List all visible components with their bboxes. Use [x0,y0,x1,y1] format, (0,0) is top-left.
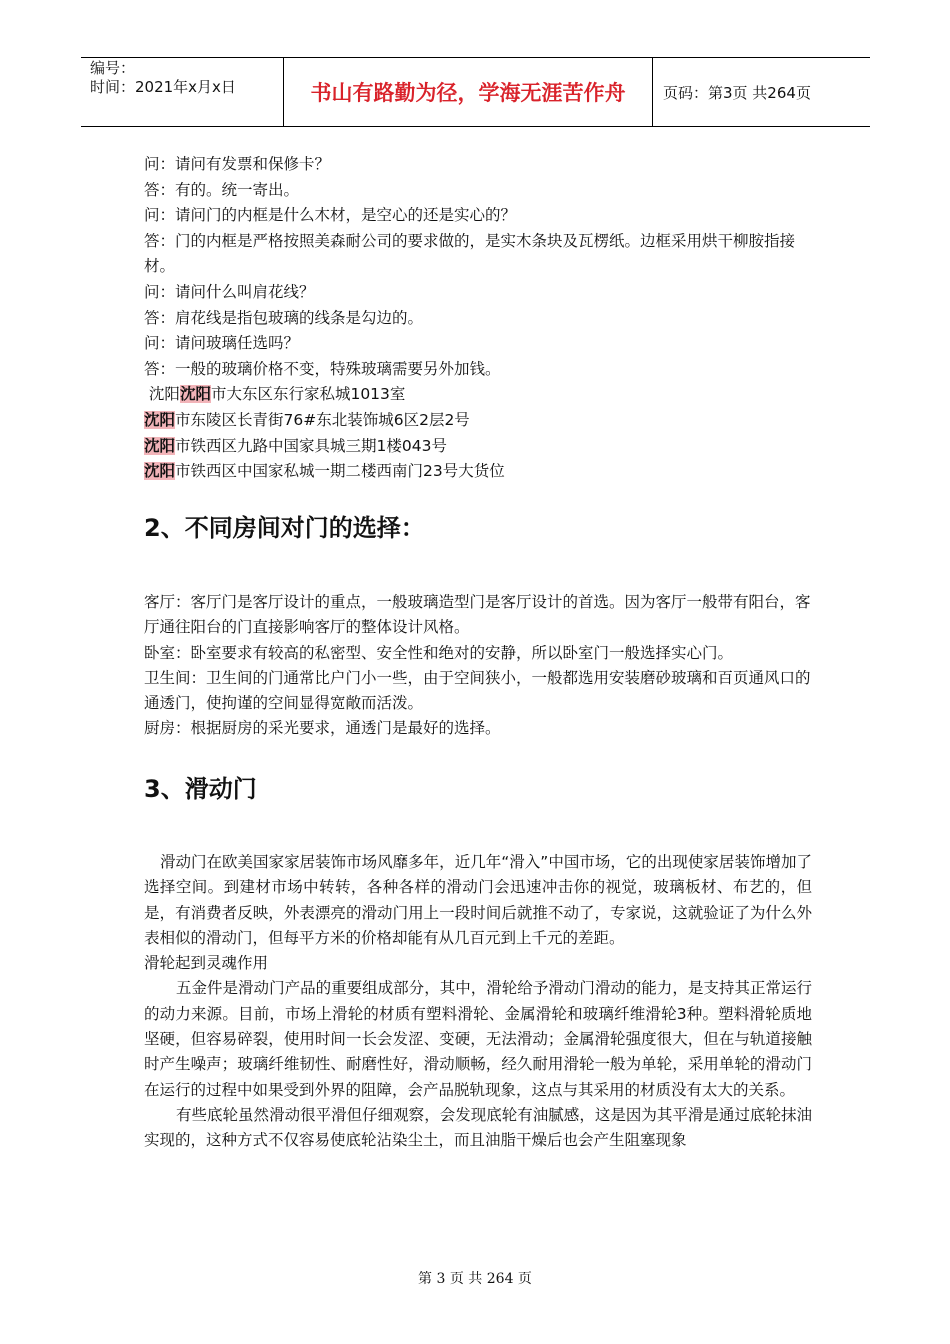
section-2-heading: 2、不同房间对门的选择： [144,514,425,542]
qa-line: 问：请问有发票和保修卡？ [144,155,331,173]
header-meta [81,58,283,126]
header-motto: 书山有路勤为径，学海无涯苦作舟 [283,58,653,126]
address-line [144,459,812,485]
address-line [144,408,812,434]
page-footer: 第 3 页 共 264 页 [418,1271,532,1287]
qa-line: 问：请问什么叫肩花线？ [144,282,315,301]
sliding-subheading: 滑轮起到灵魂作用 [144,954,269,973]
qa-line: 答：肩花线是指包玻璃的线条是勾边的。 [144,308,424,327]
qa-line: 答：一般的玻璃价格不变，特殊玻璃需要另外加钱。 [144,359,501,378]
address-detail: 市大东区东行家私城1013室 [210,385,406,404]
room-door-section [144,590,812,742]
page-header [81,57,870,127]
address-detail: 市东陵区长青街76#东北装饰城6区2层2号 [175,410,470,429]
address-city-highlight: 沈阳 [144,410,176,429]
address-line [144,382,812,408]
qa-line: 问：请问门的内框是什么木材，是空心的还是实心的？ [144,206,517,225]
address-city-plain: 沈阳 [144,385,180,404]
header-number-label: 编号： [90,59,136,77]
room-paragraph: 卧室：卧室要求有较高的私密型、安全性和绝对的安静，所以卧室门一般选择实心门。 [144,643,734,662]
qa-section [144,152,812,485]
qa-line: 答：门的内框是严格按照美森耐公司的要求做的，是实木条块及瓦楞纸。边框采用烘干柳胺指接材。 [144,231,796,276]
room-paragraph: 客厅：客厅门是客厅设计的重点，一般玻璃造型门是客厅设计的首选。因为客厅一般带有阳台，客厅通往阳台的门直接影响客厅的整体设计风格。 [144,593,811,637]
sliding-paragraph: 五金件是滑动门产品的重要组成部分，其中，滑轮给予滑动门滑动的能力，是支持其正常运行的动力来源。目前，市场上滑轮的材质有塑料滑轮、金属滑轮和玻璃纤维滑轮3种。塑料滑轮质地坚硬，但容易碎裂，使用时间一长会发涩、变硬，无法滑动；金属滑轮强度很大，但在与轨道接触时产生噪声；玻璃纤维韧性、耐磨性好，滑动顺畅，经久耐用滑轮一般为单轮，采用单轮的滑动门在运行的过程中如果受到外界的阻障，会产品脱轨现象，这点与其采用的材质没有太大的关系。 [144,979,812,1099]
section-3-heading: 3、滑动门 [144,775,257,803]
address-city-highlight: 沈阳 [144,436,176,455]
room-paragraph: 厨房：根据厨房的采光要求，通透门是最好的选择。 [144,719,501,738]
address-city-highlight: 沈阳 [144,462,176,481]
address-city-highlight: 沈阳 [179,385,211,404]
address-detail: 市铁西区中国家私城一期二楼西南门23号大货位 [175,462,505,481]
address-line [144,434,812,460]
header-time-label: 时间：2021年x月x日 [90,78,236,96]
room-paragraph: 卫生间：卫生间的门通常比户门小一些，由于空间狭小，一般都选用安装磨砂玻璃和百页通风口的通透门，使拘谨的空间显得宽敞而活泼。 [144,668,811,713]
qa-line: 答：有的。统一寄出。 [144,180,300,199]
sliding-door-section [144,850,812,1154]
sliding-intro: 滑动门在欧美国家家居装饰市场风靡多年，近几年“滑入”中国市场，它的出现使家居装饰增加了选择空间。到建材市场中转转，各种各样的滑动门会迅速冲击你的视觉，玻璃板材、布艺的，但是，有消费者反映，外表漂亮的滑动门用上一段时间后就推不动了，专家说，这就验证了为什么外表相似的滑动门，但每平方米的价格却能有从几百元到上千元的差距。 [144,853,812,947]
header-page-info: 页码：第3页 共264页 [663,83,811,102]
sliding-paragraph: 有些底轮虽然滑动很平滑但仔细观察，会发现底轮有油腻感，这是因为其平滑是通过底轮抹油实现的，这种方式不仅容易使底轮沾染尘土，而且油脂干燥后也会产生阻塞现象 [144,1105,812,1150]
address-detail: 市铁西区九路中国家具城三期1楼043号 [175,436,447,455]
qa-line: 问：请问玻璃任选吗？ [144,334,300,353]
